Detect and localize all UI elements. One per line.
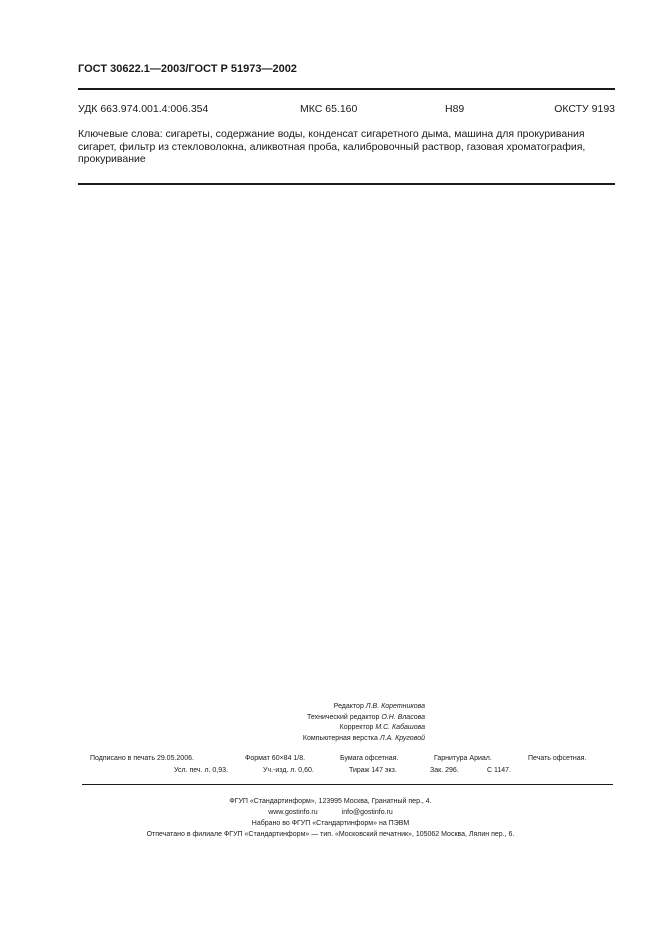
print-run: Тираж 147 экз. — [349, 767, 397, 774]
udk-code: УДК 663.974.001.4:006.354 — [78, 103, 209, 115]
layout-line: Компьютерная верстка Л.А. Круговой — [302, 734, 425, 742]
credits-block — [180, 702, 480, 744]
format: Формат 60×84 1/8. — [245, 755, 306, 762]
website-link[interactable]: www.gostinfo.ru — [268, 809, 318, 816]
contacts-line — [0, 807, 661, 818]
edit-sheets: Уч.-изд. л. 0,60. — [263, 767, 314, 774]
order-number: Зак. 296. — [430, 767, 459, 774]
email-link[interactable]: info@gostinfo.ru — [341, 809, 393, 816]
keywords-divider — [78, 183, 615, 185]
publisher-address: ФГУП «Стандартинформ», 123995 Москва, Гранатный пер., 4. — [229, 798, 432, 805]
top-divider — [78, 88, 615, 90]
mks-code: МКС 65.160 — [300, 103, 358, 115]
printing: Печать офсетная. — [528, 755, 587, 762]
publication-code: С 1147. — [487, 767, 511, 774]
typeface: Гарнитура Ариал. — [434, 755, 492, 762]
keywords: Ключевые слова: сигареты, содержание воды, конденсат сигаретного дыма, машина для прокуривания сигарет, фильтр из стекловолокна, аликвотная проба, калибровочный раствор, газовая хроматография, прокуривание — [78, 128, 586, 165]
layout-name: Л.А. Круговой — [379, 734, 425, 742]
tech-editor-line: Технический редактор О.Н. Власова — [306, 713, 425, 721]
imprint-block — [0, 796, 661, 840]
editor-name: Л.В. Коретникова — [365, 703, 425, 710]
paper: Бумага офсетная. — [340, 755, 399, 762]
print-sheets: Усл. печ. л. 0,93. — [174, 767, 228, 774]
imprint-divider — [82, 784, 613, 785]
editor-line: Редактор Л.В. Коретникова — [333, 703, 425, 710]
tech-editor-name: О.Н. Власова — [381, 713, 425, 721]
classification-codes — [78, 103, 615, 117]
standard-designation: ГОСТ 30622.1—2003/ГОСТ Р 51973—2002 — [78, 63, 297, 75]
corrector-name: М.С. Кабашова — [375, 724, 425, 731]
signed-date: Подписано в печать 29.05.2006. — [90, 755, 194, 762]
printing-note: Отпечатано в филиале ФГУП «Стандартинформ» — тип. «Московский печатник», 105062 Москва, Лялин пер., 6. — [146, 831, 515, 838]
typesetting-note: Набрано во ФГУП «Стандартинформ» на ПЭВМ — [251, 820, 410, 827]
group-code: Н89 — [445, 103, 465, 115]
okstu-code: ОКСТУ 9193 — [554, 103, 615, 115]
corrector-line: Корректор М.С. Кабашова — [339, 724, 425, 731]
